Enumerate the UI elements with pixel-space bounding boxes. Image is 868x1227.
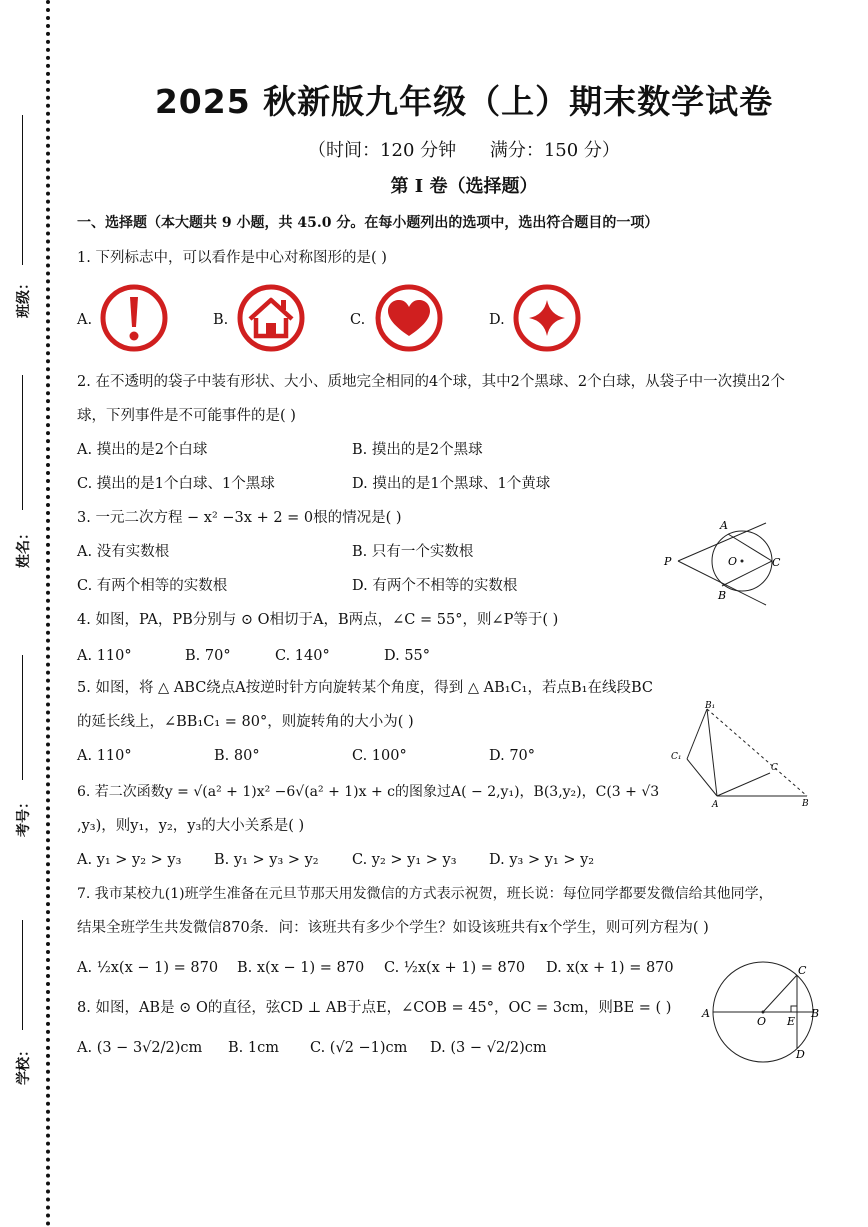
q3-option-a: A. 没有实数根 bbox=[77, 544, 170, 560]
q4-label-b: B bbox=[718, 589, 727, 602]
q1-stem: 1. 下列标志中，可以看作是中心对称图形的是( ) bbox=[77, 250, 387, 266]
q8-label-d: D bbox=[796, 1048, 805, 1061]
q6-stem-line1: 6. 若二次函数y = √(a² + 1)x² −6√(a² + 1)x + c的图象过A( − 2,y₁)，B(3,y₂)，C(3 + √3 bbox=[77, 784, 660, 800]
q8-label-e: E bbox=[787, 1015, 796, 1028]
q6-option-b: B. y₁ > y₃ > y₂ bbox=[214, 852, 319, 868]
exam-no-underline bbox=[22, 655, 23, 780]
q5-option-b: B. 80° bbox=[214, 748, 260, 764]
q2-stem-line2: 球，下列事件是不可能事件的是( ) bbox=[77, 408, 296, 424]
q2-option-c: C. 摸出的是1个白球、1个黑球 bbox=[77, 476, 275, 492]
exam-title: 2025 秋新版九年级（上）期末数学试卷 bbox=[154, 82, 774, 121]
q5-label-c1: C₁ bbox=[671, 752, 682, 762]
q8-label-a: A bbox=[702, 1007, 710, 1020]
q1-option-d-label: D. bbox=[489, 312, 505, 328]
class-underline bbox=[22, 115, 23, 265]
q3-stem: 3. 一元二次方程 − x² −3x + 2 = 0根的情况是( ) bbox=[77, 510, 402, 526]
q1-option-b-label: B. bbox=[213, 312, 229, 328]
q3-option-c: C. 有两个相等的实数根 bbox=[77, 578, 228, 594]
heart-icon bbox=[374, 283, 444, 353]
q4-option-d: D. 55° bbox=[384, 648, 431, 664]
q6-option-c: C. y₂ > y₁ > y₃ bbox=[352, 852, 457, 868]
q6-option-d: D. y₃ > y₁ > y₂ bbox=[489, 852, 595, 868]
q5-stem-line2: 的延长线上，∠BB₁C₁ = 80°，则旋转角的大小为( ) bbox=[77, 714, 414, 730]
q2-option-d: D. 摸出的是1个黑球、1个黄球 bbox=[352, 476, 551, 492]
q4-label-o: O bbox=[728, 555, 738, 568]
q8-label-o: O bbox=[757, 1015, 767, 1028]
side-field-class bbox=[0, 115, 40, 360]
q5-option-a: A. 110° bbox=[77, 748, 132, 764]
q7-option-c: C. ½x(x + 1) = 870 bbox=[384, 960, 526, 976]
q4-label-p: P bbox=[664, 555, 672, 568]
school-label: 学校： bbox=[16, 1043, 32, 1085]
q7-option-d: D. x(x + 1) = 870 bbox=[546, 960, 674, 976]
binding-dotted-line bbox=[46, 0, 50, 1227]
q7-option-a: A. ½x(x − 1) = 870 bbox=[77, 960, 219, 976]
q2-stem-line1: 2. 在不透明的袋子中装有形状、大小、质地完全相同的4个球，其中2个黑球、2个白球，从袋子中一次摸出2个 bbox=[77, 374, 785, 390]
q3-option-b: B. 只有一个实数根 bbox=[352, 544, 474, 560]
part-heading: 第 I 卷（选择题） bbox=[390, 176, 538, 197]
q5-option-d: D. 70° bbox=[489, 748, 536, 764]
q7-stem-line1: 7. 我市某校九(1)班学生准备在元旦节那天用发微信的方式表示祝贺，班长说：每位同学都要发微信给其他同学， bbox=[77, 886, 773, 902]
class-label: 班级： bbox=[16, 276, 32, 318]
q5-label-b1: B₁ bbox=[705, 701, 716, 711]
exam-time: （时间：120 分钟 bbox=[308, 140, 457, 161]
q4-option-a: A. 110° bbox=[77, 648, 132, 664]
q7-option-b: B. x(x − 1) = 870 bbox=[237, 960, 365, 976]
exam-score: 满分：150 分） bbox=[489, 140, 620, 161]
house-icon bbox=[236, 283, 306, 353]
q8-label-b: B bbox=[811, 1007, 820, 1020]
q4-label-a: A bbox=[720, 519, 728, 532]
q8-circle-figure bbox=[698, 958, 826, 1060]
q6-option-a: A. y₁ > y₂ > y₃ bbox=[77, 852, 182, 868]
q8-option-b: B. 1cm bbox=[228, 1040, 279, 1056]
q4-stem: 4. 如图，PA，PB分别与 ⊙ O相切于A，B两点，∠C = 55°，则∠P等于( ) bbox=[77, 612, 559, 628]
q1-option-a-label: A. bbox=[77, 312, 93, 328]
q5-option-c: C. 100° bbox=[352, 748, 407, 764]
four-point-star-icon bbox=[512, 283, 582, 353]
school-underline bbox=[22, 920, 23, 1030]
q5-rotation-figure bbox=[665, 697, 815, 809]
side-field-exam-no bbox=[0, 655, 40, 845]
name-label: 姓名： bbox=[16, 526, 32, 568]
q2-option-a: A. 摸出的是2个白球 bbox=[77, 442, 208, 458]
name-underline bbox=[22, 375, 23, 510]
q6-stem-line2: ,y₃)，则y₁，y₂，y₃的大小关系是( ) bbox=[77, 818, 305, 834]
side-field-name bbox=[0, 375, 40, 585]
q8-option-c: C. (√2 −1)cm bbox=[310, 1040, 408, 1056]
q5-label-b: B bbox=[802, 799, 809, 809]
q8-stem: 8. 如图，AB是 ⊙ O的直径，弦CD ⊥ AB于点E，∠COB = 45°，OC = 3cm，则BE = ( ) bbox=[77, 1000, 672, 1016]
q2-option-b: B. 摸出的是2个黑球 bbox=[352, 442, 483, 458]
q4-tangent-figure bbox=[658, 515, 781, 607]
section-heading: 一、选择题（本大题共 9 小题，共 45.0 分。在每小题列出的选项中，选出符合题目的一项） bbox=[77, 215, 659, 231]
q4-option-c: C. 140° bbox=[275, 648, 330, 664]
q8-label-c: C bbox=[798, 964, 807, 977]
q1-option-c-label: C. bbox=[350, 312, 366, 328]
q4-label-c: C bbox=[772, 556, 781, 569]
q5-stem-line1: 5. 如图，将 △ ABC绕点A按逆时针方向旋转某个角度，得到 △ AB₁C₁，若点B₁在线段BC bbox=[77, 680, 653, 696]
exam-subtitle bbox=[60, 136, 868, 162]
q8-option-d: D. (3 − √2/2)cm bbox=[430, 1040, 547, 1056]
q5-label-c: C bbox=[771, 763, 778, 773]
q8-option-a: A. (3 − 3√2/2)cm bbox=[77, 1040, 203, 1056]
q7-stem-line2: 结果全班学生共发微信870条．问：该班共有多少个学生？如设该班共有x个学生，则可列方程为( ) bbox=[77, 920, 709, 936]
q3-option-d: D. 有两个不相等的实数根 bbox=[352, 578, 518, 594]
side-field-school bbox=[0, 920, 40, 1090]
q5-label-a: A bbox=[712, 800, 719, 810]
exam-no-label: 考号： bbox=[16, 795, 32, 837]
exclamation-icon bbox=[99, 283, 169, 353]
q4-option-b: B. 70° bbox=[185, 648, 231, 664]
